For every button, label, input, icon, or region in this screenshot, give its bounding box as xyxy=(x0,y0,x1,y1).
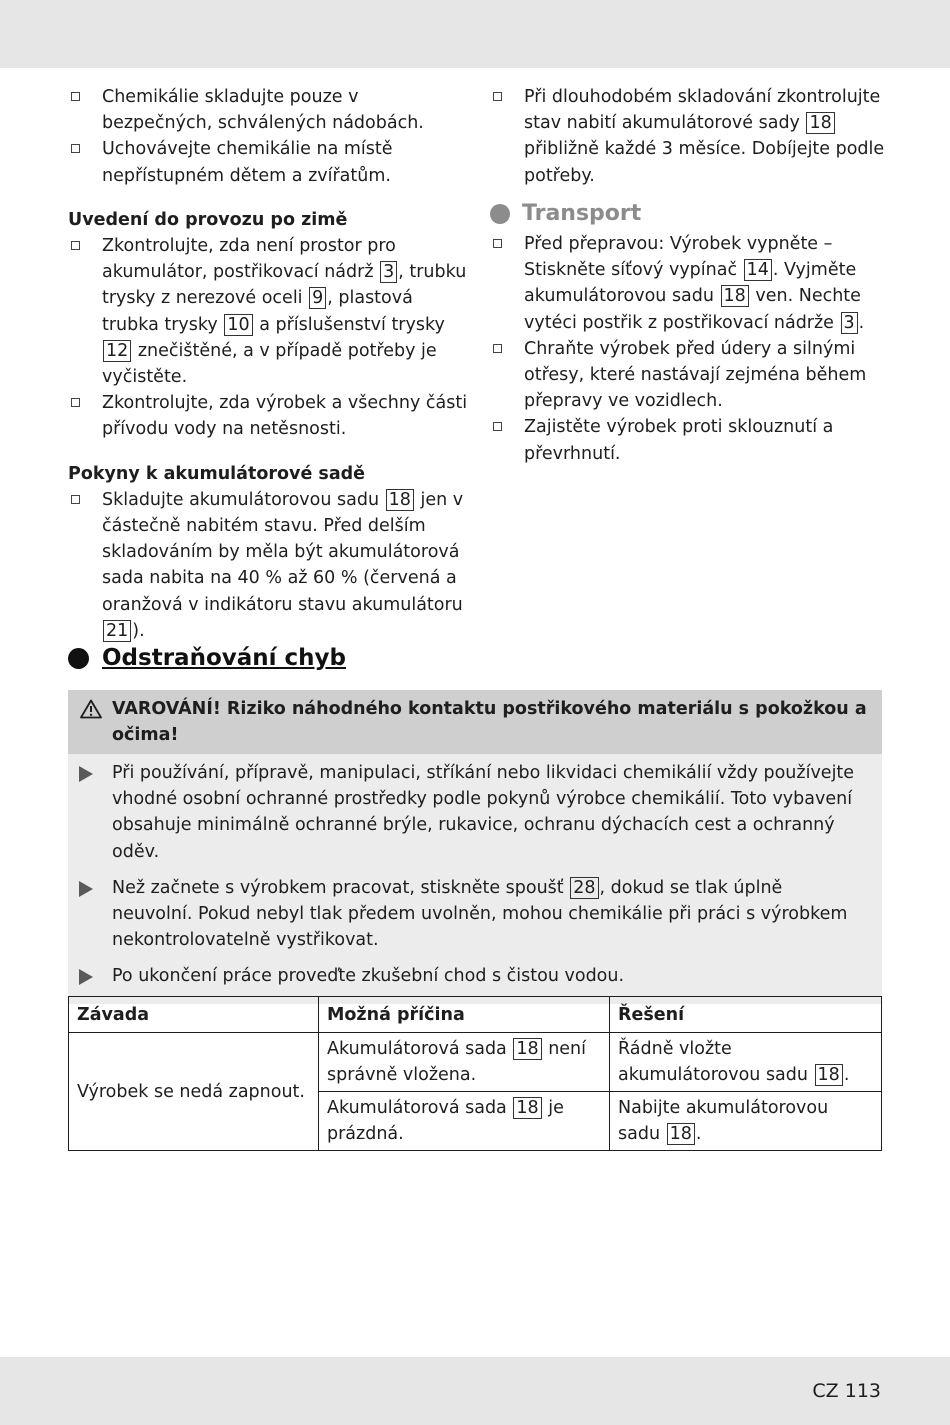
part-ref: 18 xyxy=(513,1038,541,1060)
list-item xyxy=(490,84,890,189)
checkbox-bullet-icon xyxy=(493,239,502,248)
text: , trubku trysky z nerezové oceli xyxy=(102,262,467,309)
section-heading-troubleshooting xyxy=(68,645,346,671)
left-column xyxy=(68,84,468,644)
checkbox-bullet-icon xyxy=(493,92,502,101)
text: přibližně každé 3 měsíce. Dobíjejte podle potřeby. xyxy=(524,139,885,186)
list-item xyxy=(490,231,890,336)
warning-triangle-icon xyxy=(80,699,102,727)
list-item xyxy=(490,336,890,415)
right-column xyxy=(490,84,890,467)
footer-band xyxy=(0,1357,950,1425)
checkbox-bullet-icon xyxy=(71,495,80,504)
troubleshooting-table xyxy=(68,996,882,1151)
part-ref: 18 xyxy=(815,1064,843,1086)
section-dot-icon xyxy=(68,648,89,669)
text: . Vyjměte akumulátorovou sadu xyxy=(524,260,857,307)
subheading-winter: Uvedení do provozu po zimě xyxy=(68,209,348,230)
checkbox-bullet-icon xyxy=(71,398,80,407)
warning-item-text: Po ukončení práce proveďte zkušební chod s čistou vodou. xyxy=(112,966,625,987)
text: Před přepravou: Výrobek vypněte – Stiskněte síťový vypínač xyxy=(524,234,833,281)
table-row xyxy=(69,1033,882,1092)
warning-box xyxy=(68,690,882,1004)
part-ref: 18 xyxy=(667,1123,695,1145)
checkbox-bullet-icon xyxy=(71,92,80,101)
table-cell-cause xyxy=(319,1033,610,1092)
text: Než začnete s výrobkem pracovat, stiskněte spoušť xyxy=(112,877,570,898)
warning-item xyxy=(112,760,866,865)
list-item xyxy=(68,136,468,188)
text: . xyxy=(695,1124,702,1144)
text: ven. Nechte vytéci postřik z postřikovací nádrže xyxy=(524,286,861,333)
text: ). xyxy=(132,620,145,641)
part-ref: 12 xyxy=(103,340,131,362)
text: je prázdná. xyxy=(327,1098,564,1144)
text: a příslušenství trysky xyxy=(253,314,445,335)
table-cell-cause xyxy=(319,1092,610,1151)
list-item-text: Chemikálie skladujte pouze v bezpečných, schválených nádobách. xyxy=(102,87,424,134)
text: Při dlouhodobém skladování zkontrolujte stav nabití akumulátorové sady xyxy=(524,87,881,134)
table-cell-fault: Výrobek se nedá zapnout. xyxy=(69,1033,319,1151)
table-header-row xyxy=(69,997,882,1033)
header-band xyxy=(0,0,950,68)
list-item xyxy=(68,84,468,136)
text: jen v částečně nabitém stavu. Před delším skladováním by měla být akumulátorová sada nabita na 40 % až 60 % (červená a oranžová v indikátoru stavu akumulátoru xyxy=(102,489,464,615)
page-number: CZ 113 xyxy=(812,1380,881,1402)
part-ref: 18 xyxy=(513,1097,541,1119)
text: není správně vložena. xyxy=(327,1039,587,1085)
warning-item-text: Při používání, přípravě, manipulaci, stříkání nebo likvidaci chemikálií vždy používejte vhodné osobní ochranné prostředky podle pokynů výrobce chemikálií. Toto vybavení obsahuje minimálně ochranné brýle, rukavice, ochranu dýchacích cest a ochranný oděv. xyxy=(112,763,855,862)
part-ref: 3 xyxy=(841,312,858,334)
part-ref: 3 xyxy=(380,261,397,283)
part-ref: 18 xyxy=(806,112,834,134)
list-item-text: Zkontrolujte, zda výrobek a všechny části přívodu vody na netěsnosti. xyxy=(102,393,468,440)
text: Skladujte akumulátorovou sadu xyxy=(102,489,385,510)
list-item-text: Zajistěte výrobek proti sklouznutí a převrhnutí. xyxy=(524,417,834,464)
part-ref: 21 xyxy=(103,620,131,642)
section-title: Transport xyxy=(522,200,642,226)
arrow-bullet-icon xyxy=(79,881,93,897)
part-ref: 18 xyxy=(721,285,749,307)
checkbox-bullet-icon xyxy=(71,144,80,153)
part-ref: 28 xyxy=(570,877,598,899)
part-ref: 9 xyxy=(309,287,326,309)
checkbox-bullet-icon xyxy=(71,241,80,250)
part-ref: 18 xyxy=(386,489,414,511)
warning-body xyxy=(68,754,882,1004)
part-ref: 14 xyxy=(744,259,772,281)
column-header: Řešení xyxy=(610,997,882,1033)
text: Nabijte akumulátorovou sadu xyxy=(618,1098,829,1144)
warning-item xyxy=(112,875,866,954)
column-header: Možná příčina xyxy=(319,997,610,1033)
warning-header xyxy=(68,690,882,754)
table-cell-fix xyxy=(610,1092,882,1151)
text: . xyxy=(858,312,865,333)
checkbox-bullet-icon xyxy=(493,422,502,431)
subheading-battery: Pokyny k akumulátorové sadě xyxy=(68,463,366,484)
arrow-bullet-icon xyxy=(79,766,93,782)
arrow-bullet-icon xyxy=(79,969,93,985)
text: , plastová trubka trysky xyxy=(102,288,413,335)
list-item xyxy=(68,233,468,390)
text: Řádně vložte akumulátorovou sadu xyxy=(618,1039,814,1085)
list-item xyxy=(68,390,468,442)
list-item xyxy=(490,414,890,466)
section-dot-icon xyxy=(490,204,510,224)
section-title: Odstraňování chyb xyxy=(102,645,346,671)
text: . xyxy=(843,1065,850,1085)
warning-title: VAROVÁNÍ! Riziko náhodného kontaktu postřikového materiálu s pokožkou a očima! xyxy=(112,699,867,745)
checkbox-bullet-icon xyxy=(493,344,502,353)
column-header: Závada xyxy=(69,997,319,1033)
list-item-text: Uchovávejte chemikálie na místě nepřístupném dětem a zvířatům. xyxy=(102,139,393,186)
list-item-text: Chraňte výrobek před údery a silnými otřesy, které nastávají zejména během přepravy ve vozidlech. xyxy=(524,338,867,412)
text: Zkontrolujte, zda není prostor pro akumulátor, postřikovací nádrž xyxy=(102,236,396,283)
section-heading-transport xyxy=(490,201,890,227)
list-item xyxy=(68,487,468,644)
text: Akumulátorová sada xyxy=(327,1098,513,1118)
text: znečištěné, a v případě potřeby je vyčistěte. xyxy=(102,340,437,388)
table-cell-fix xyxy=(610,1033,882,1092)
text: , dokud se tlak úplně neuvolní. Pokud nebyl tlak předem uvolněn, mohou chemikálie při práci s výrobkem nekontrolovatelně vystřikovat. xyxy=(112,877,848,951)
text: Akumulátorová sada xyxy=(327,1039,513,1059)
warning-item xyxy=(112,963,866,989)
part-ref: 10 xyxy=(224,314,252,336)
